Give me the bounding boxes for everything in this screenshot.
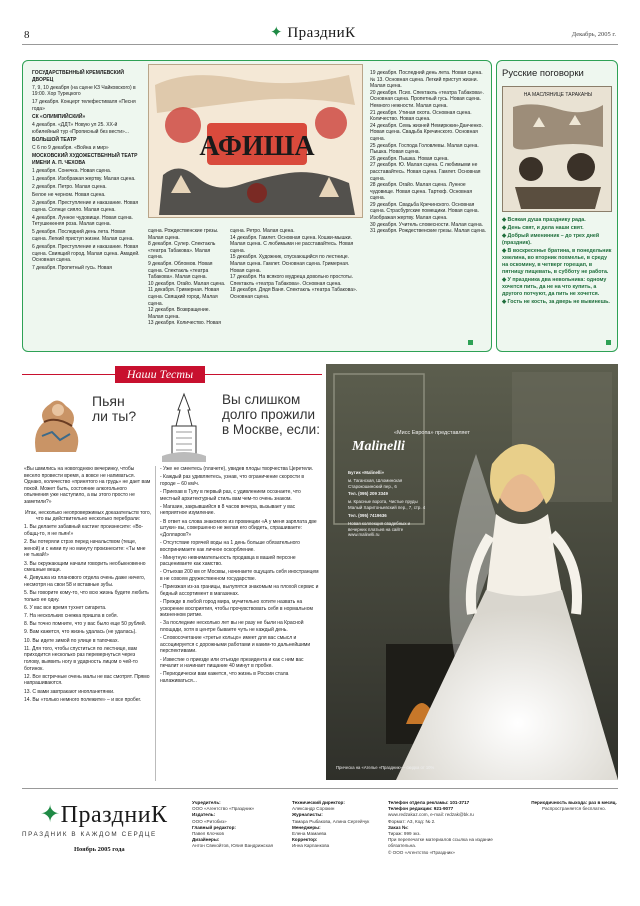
test-item: - Приезжая из-за границы, вылупятся знакомым на плохой сервис и бедный ассортимент в магазинах. xyxy=(160,584,319,597)
test-item: 12. Все встречные очень малы не вас смотрят. Прямо напрашиваются. xyxy=(24,673,150,687)
test1-column xyxy=(24,466,152,705)
collection-note: Новая коллекция свадебных и вечерних платьев на сайте www.malinelli.ru xyxy=(348,520,411,538)
credit-key: Издатель: xyxy=(192,812,216,818)
proverb-item: ◆ Гость не кость, за дверь не выкинешь. xyxy=(502,298,610,305)
test-item: 9. Вам кажется, что жизнь удалась (не удалась). xyxy=(24,629,137,636)
footer-credits-2 xyxy=(292,800,378,850)
test-item: 5. Вы говорите кому-то, что всю жизнь будете любить только ее одну. xyxy=(24,590,149,603)
event-line: 17 декабря. Концерт телефестиваля «Песня года» xyxy=(32,99,136,112)
credit-key: Корректор: xyxy=(292,837,318,843)
header-divider xyxy=(22,44,618,45)
event-line: 6 декабря. Преступление и наказание. Новая сцена. Свиящий город. Малая сцена. Амадей. Основная сцена. xyxy=(32,244,140,264)
event-line: сцена. Ретро. Малая сцена. xyxy=(230,228,295,234)
footer-contacts xyxy=(388,800,506,856)
test-item: 8. Вы точно помните, что у вас было еще 50 рублей. xyxy=(24,621,147,628)
test1-intro: «Вы шмились на новогоднюю вечеринку, чтобы весело провести время, а вовсе не напиваться. Однако, количество «принятого на грудь» не дает вам покой. Может быть, состояние алкогольного опьянения уже наступило, а вы этого просто не заметили?» xyxy=(24,466,151,505)
phone-2: Тел. (095) 7419636 xyxy=(348,512,387,518)
proverb-item: ◆ В воскресенье братина, в понедельник хмелина, во вторник похмелье, в среду на оскомину, в четверг горещап, в пятницу пищевать, в субботу не работа. xyxy=(502,247,612,275)
event-line: 14 декабря. Гамлет. Основная сцена. Кошки-мышки. Малая сцена. С любимыми не расставайтесь. Новая сцена. xyxy=(230,234,354,254)
event-line: Немного нежности. Малая сцена. xyxy=(370,102,448,109)
event-line: 8 декабря. Сулер. Спектакль «театра Табакова». Малая сцена. xyxy=(148,241,216,261)
footer-slogan: ПРАЗДНИК В КАЖДОМ СЕРДЦЕ xyxy=(22,831,157,838)
schedule-column-4 xyxy=(370,70,488,235)
contact-line: При перепечатке материалов ссылка на издание обязательна. xyxy=(388,837,493,849)
footer-issue: Ноябрь 2005 года xyxy=(74,846,125,853)
footer-logo xyxy=(40,800,168,832)
event-line: 1 декабря. Изображая жертву. Малая сцена. xyxy=(32,175,136,182)
event-line: 24 декабря. Семь жизней Немирюкин-Данченко. Новая сцена. Свадьба Кречинского. Основная сцена. xyxy=(370,122,483,142)
periodicity-line: Периодичность выхода: раз в месяц. xyxy=(531,800,617,805)
event-line: 13 декабря. Количество. Новая xyxy=(148,320,221,327)
test-item: - Отсутствие горячей воды на 1 день больше обязательного воспринимаете как личное оскорбление. xyxy=(160,539,300,553)
credit-value: Павел Клочков xyxy=(192,830,224,836)
phone-1: Тел. (095) 209 3349 xyxy=(348,491,388,497)
event-line: 17 декабря. На всякого мудреца довольно простоты. Спектакль «театра Табакова». Основная сцена. xyxy=(230,274,354,287)
contact-line: Формат: А3, Код: № 2. xyxy=(388,818,436,824)
event-line: 31 декабря. Рождественские грезы. Малая сцена. xyxy=(370,228,487,235)
masthead xyxy=(270,24,356,44)
periodicity-line: Распространяется бесплатно. xyxy=(542,806,606,812)
proverbs-list xyxy=(502,217,614,307)
credit-value: ООО «Агентство «Праздник» xyxy=(192,806,255,812)
page-number: 8 xyxy=(24,29,30,41)
event-line: 5 декабря. Последний день лета. Новая сцена. Легкий приступ жизни. Малая сцена. xyxy=(32,229,134,243)
test-item: - Магазин, закрывшийся в 8 часов вечера, вызывает у вас неприятное изумление. xyxy=(160,503,296,517)
event-line: 30 декабря. Учитель словесности. Малая сцена. xyxy=(370,221,483,228)
theater-heading: СК «ОЛИМПИЙСКИЙ» xyxy=(32,114,86,121)
credit-key: Учредитель: xyxy=(192,800,221,805)
event-line: сцена. Рождественские грезы. Малая сцена. xyxy=(148,228,219,241)
test-item: 3. Вы окружающим начали говорить необыкновенно смешные вещи. xyxy=(24,560,146,574)
test2-title: Вы слишком долго прожили в Москве, если: xyxy=(222,392,320,438)
test-item: 10. Вы идете зимой по улице в тапочках. xyxy=(24,637,119,644)
tests-section-label: Наши Тесты xyxy=(115,366,205,383)
proverbs-image-caption: НА МАСЛЯНИЦЕ ТАРАКАНЫ xyxy=(523,92,593,98)
footer-logo-text: ПраздниК xyxy=(60,802,168,828)
credit-key: Дизайнеры: xyxy=(192,837,220,843)
event-line: 21 декабря. Утиная охота. Основная сцена. Количество. Новая сцена. xyxy=(370,109,472,123)
test-item: - Известие о приезде или отъезде президента и как с ним вас печалит и начинает пищание 40 минут в пробке. xyxy=(160,656,304,670)
test-item: 1. Вы делаете забавный кастинг произнесите: «Во-общщ-то, я не пьян!» xyxy=(24,524,144,537)
schedule-column-2 xyxy=(148,228,226,327)
credit-value: ООО «Ритобиз» xyxy=(192,818,227,824)
credit-key: Технический директор: xyxy=(292,800,345,805)
event-line: Белое не черном. Новая сцена. xyxy=(32,192,106,198)
afisha-poster-image xyxy=(148,64,363,218)
boutique-name: Бутик «Malinelli» xyxy=(348,470,385,475)
event-line: 25 декабря. Господа Головлевы. Малая сцена. Пышка. Новая сцена. xyxy=(370,142,479,156)
header-date: Декабрь, 2005 г. xyxy=(571,31,616,38)
test1-lead: Итак, несколько неопровержимых доказательств того, что вы действительно несколько перебрали: xyxy=(24,509,152,523)
ad-details xyxy=(348,470,428,540)
lubok-image xyxy=(503,87,612,212)
credit-key: Главный редактор: xyxy=(192,824,236,830)
proverb-item: ◆ У праздника два невольника: одному хочется пить, да не на что купить, а другого потчуют, да пить не хочется. xyxy=(502,276,607,297)
contact-line: Тираж: 999 экз. xyxy=(388,830,421,836)
event-line: 7, 9, 10 декабря (на сцене КЗ Чайковского) в 19:00. Хор Турецкого xyxy=(32,84,136,98)
event-line: 29 декабря. Свадьба Кречинского. Основная сцена. Страсбургские помещики. Новая сцена. Изображая жертву. Малая сцена. xyxy=(370,201,479,222)
event-line: 11 декабря. Гримерная. Новая сцена. Свящкий город. Малая сцена. xyxy=(148,287,219,307)
event-line: 7 декабря. Пропетный гусь. Новая xyxy=(32,265,112,272)
theater-heading: МОСКОВСКИЙ ХУДОЖЕСТВЕННЫЙ ТЕАТР ИМЕНИ А. П. ЧЕХОВА xyxy=(32,153,138,166)
event-line: 3 декабря. Преступление и наказание. Новая сцена. Солнце сияло. Малая сцена. xyxy=(32,200,139,213)
theater-heading: ГОСУДАРСТВЕННЫЙ КРЕМЛЕВСКИЙ ДВОРЕЦ xyxy=(32,70,125,83)
photo-illustration xyxy=(326,364,618,780)
event-line: 18 декабря. Дядя Ваня. Спектакль «театра Табакова». Основная сцена. xyxy=(230,287,358,300)
event-line: 19 декабря. Последний день лета. Новая сцена. № 13. Основная сцена. Легкий приступ жизни. Малая сцена. xyxy=(370,70,483,90)
contact-line: © ООО «Агентство «Праздник» xyxy=(388,849,455,855)
contact-line: Телефон отдела рекламы: 101-3717 xyxy=(388,800,470,805)
event-line: 12 декабря. Возвращение. Малая сцена. xyxy=(148,307,210,320)
credit-value: Елена Мамаева xyxy=(292,830,327,836)
contact-line: Телефон редакции: 921-9077 xyxy=(388,806,454,812)
test-item: - Отъехав 200 км от Москвы, начинаете ощущать себя иностранцем в не совсем дружественном государстве. xyxy=(160,569,319,583)
contact-line: Заказ №: xyxy=(388,824,409,830)
test-item: - Минутную невнимательность продавца в вашей персоне расцениваете как хамство. xyxy=(160,554,296,568)
test-item: 2. Вы потеряли стрэх перед начальством (теще, женой) и с ними пу но минуту произнесите: «Ты мне не тыкай!» xyxy=(24,539,146,559)
credit-value: Тамара Рыбакова, Алина Сергейчук xyxy=(292,818,370,824)
credit-key: Менеджеры: xyxy=(292,824,321,830)
masthead-title: ПраздниК xyxy=(287,25,356,41)
proverbs-title: Русские поговорки xyxy=(502,68,584,79)
dancer-icon: ✦ xyxy=(270,25,284,41)
presents-line: «Мисс Европа» представляет xyxy=(394,430,470,436)
end-marker xyxy=(468,340,473,345)
proverb-item: ◆ Добрый именинник – до трех дней (праздник). xyxy=(502,232,600,246)
event-line: 28 декабря. Огайо. Малая сцена. Лунное чудовище. Новая сцена. Тартюф. Основная сцена. xyxy=(370,182,473,202)
test-item: - Каждый раз удивляетесь, узнав, что ограничение скорости в городе – 60 км/ч. xyxy=(160,474,305,487)
footer-divider xyxy=(22,788,618,789)
dancer-icon: ✦ xyxy=(40,802,61,828)
test-item: 13. С вами завтракают инопланетянки. xyxy=(24,688,115,695)
contact-line: www.redzakaz.com, e-mail: redzak@bk.ru xyxy=(388,812,474,818)
test-item: - Прежде в любой город мира, мучительно хотите назвать на ускорение восприятия, чтобы прочувствовать себя в нормальном жизненном ритме. xyxy=(160,599,313,619)
test-item: - Приехав в Тулу в первый раз, с удивлением осознаете, что местный архитектурный стиль вам чем-то очень знаком. xyxy=(160,488,301,502)
event-line: С 6 по 9 декабря. «Война и мир» xyxy=(32,144,109,151)
event-line: 4 декабря. «ДДТ» Новую ул 25. ХХ-й юбилейный тур «Прописный без вести»... xyxy=(32,122,129,135)
footer-periodicity xyxy=(530,800,618,812)
column-divider xyxy=(155,466,156,781)
proverbs-illustration xyxy=(502,86,612,212)
drinker-illustration xyxy=(28,392,86,458)
poster-illustration xyxy=(149,65,363,218)
event-line: 10 декабря. Огайо. Малая сцена. xyxy=(148,280,226,287)
end-marker xyxy=(606,340,611,345)
test-item: - Периодически вам кажется, что жизнь в России стала налаживаться... xyxy=(160,671,289,684)
test-item: 11. Для того, чтобы спуститься по лестнице, вам приходится несколько раз перевернуться через голову, выявить ногу в ударность лицом о чей-то ботинок. xyxy=(24,645,138,672)
proverb-item: ◆ Всякая душа празднику рада. xyxy=(502,217,586,223)
photo-caption: Прическа на «Ателье «Праздник» – скидка от 10% xyxy=(336,765,435,770)
schedule-column-3 xyxy=(230,228,364,301)
footer-credits-1 xyxy=(192,800,282,850)
event-line: 27 декабря. Ю. Малая сцена. С любимыми не расставайтесь. Новая сцена. Гамлет. Основная сцена. xyxy=(370,162,481,182)
theaters-column xyxy=(32,70,140,274)
credit-value: Инна Карпанкова xyxy=(292,843,330,849)
test-item: 4. Девушка из планового отдела очень даже ничего, несмотря на свои 58 и вставные зубы. xyxy=(24,575,146,588)
test-item: - Уже не смеетесь (плачете), увидев плоды творчества Церетели. xyxy=(160,466,314,472)
poster-title: АФИША xyxy=(199,131,315,162)
event-line: 4 декабря. Лунное чудовище. Новая сцена. Тетушкнкнняя роза. Малая сцена. xyxy=(32,214,133,228)
address-1: м. Таганская, Шломинская Старокошинский пер., 6 xyxy=(348,477,403,489)
bride-photo xyxy=(326,364,618,780)
credit-key: Журналисты: xyxy=(292,812,323,818)
event-line: 15 декабря. Художник, спускающийся по лестнице. Малая сцена. Гамлет. Основная сцена. Гримерная. Новая сцена. xyxy=(230,254,350,274)
event-line: 2 декабря. Петрo. Малая сцена. xyxy=(32,183,107,190)
event-line: 1 декабря. Сонечка. Новая сцена. xyxy=(32,167,112,174)
test-item: - В ответ на слова знакомого из провинции «А у меня зарплата две штуки» вы, совершенно не желая его обидеть, спрашиваете: «Долларов?» xyxy=(160,518,317,538)
brand-logo: Malinelli xyxy=(352,439,405,454)
theater-heading: БОЛЬШОЙ ТЕАТР xyxy=(32,136,77,143)
test-item: 6. У вас все время тухнет сигарета. xyxy=(24,604,107,611)
proverb-item: ◆ День свят, и дела наши свят. xyxy=(502,224,584,231)
test2-column xyxy=(160,466,320,686)
test-item: 7. На нескольких снежка пришла в себя. xyxy=(24,613,118,620)
credit-value: Антон Свекойтов, Юлия Вандрижская xyxy=(192,843,273,849)
address-2: м. Красные ворота, Чистые пруды Малый Харитоньевский пер., 7, стр. 4 xyxy=(348,499,426,511)
moscow-tower-illustration xyxy=(160,392,208,464)
event-line: 26 декабря. Пышка. Новая сцена. xyxy=(370,155,449,162)
test-item: - За последние несколько лет вы не разу не были на Красной площади, хотя в центре бываете чуть не каждый день. xyxy=(160,620,304,633)
event-line: 20 декабря. Псих. Спектакль «театра Табакова». Основная сцена. Пропетный гусь. Новая сцена. xyxy=(370,89,484,103)
test-item: 14. Вы «только немного полежите» – и все пробег. xyxy=(24,696,142,703)
test-item: - Словосочетание «третье кольцо» имеет для вас смысл и ассоциируется с дорожными работами и каким-то дальнейшими перспективами. xyxy=(160,635,311,655)
credit-value: Александр Сорокин xyxy=(292,806,335,812)
test1-title: Пьян ли ты? xyxy=(92,393,137,425)
event-line: 9 декабря. Обломов. Новая сцена. Спектакль «театра Табакова». Малая сцена. xyxy=(148,260,213,281)
